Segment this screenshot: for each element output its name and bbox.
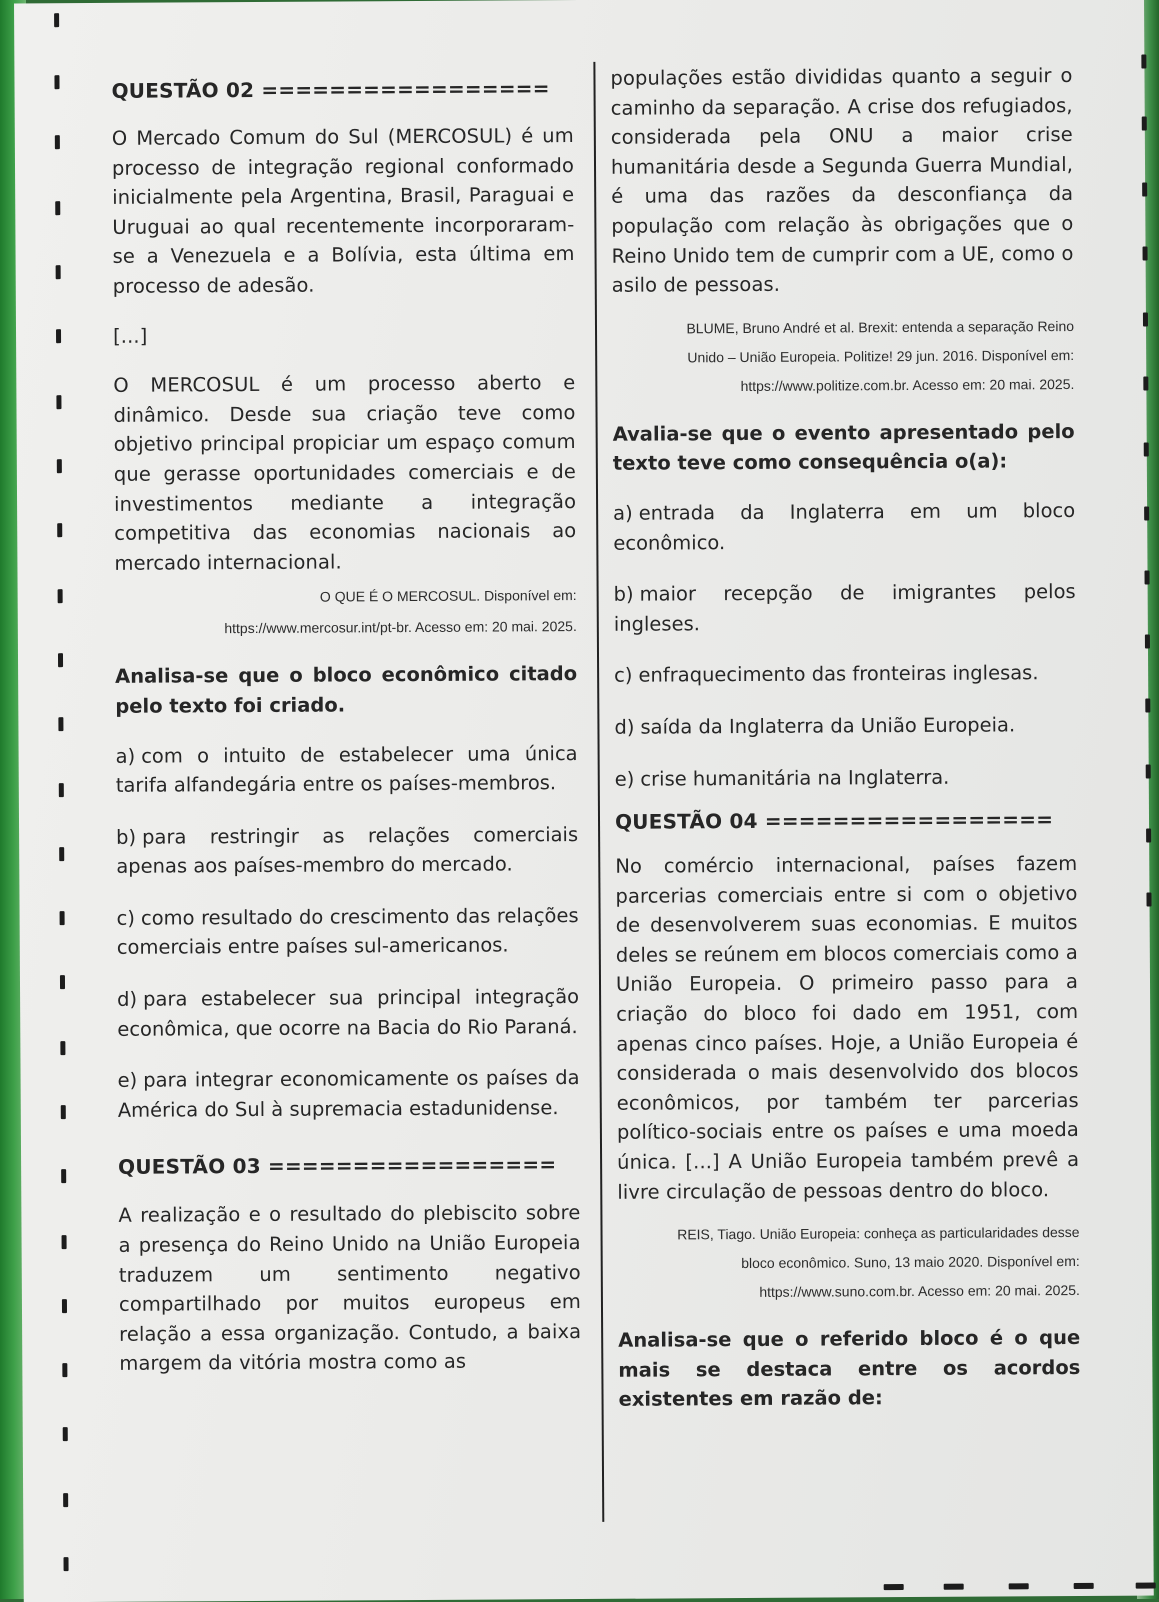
question-04-stem: Analisa-se que o referido bloco é o que mais se destaca entre os acordos existentes em razão de: [618,1326,1081,1412]
question-04-heading: QUESTÃO 04 ================= [614,807,1054,834]
question-03-text-start: A realização e o resultado do plebiscito sobre a presença do Reino Unido na União Europeia traduzem um sentimento negativo compartilhado por muitos europeus em relação a essa organização. Contudo, a baixa margem da vitória mostra como as [118,1201,582,1376]
question-02-text-paragraph-2: O MERCOSUL é um processo aberto e dinâmico. Desde sua criação teve como objetivo principal propiciar um espaço comum que gerasse oportunidades comerciais e de investimentos mediante a integração competitiva das economias nacionais ao mercado internacional. [113,371,577,575]
question-02-option-a[interactable]: a) com o intuito de estabelecer uma única tarifa alfandegária entre os países-membros. [115,741,578,797]
question-04-citation-line-3: https://www.suno.com.br. Acesso em: 20 mai. 2025. [759,1282,1080,1301]
question-02-option-c[interactable]: c) como resultado do crescimento das relações comerciais entre países sul-americanos. [116,903,579,960]
question-04-citation-line-2: bloco econômico. Suno, 13 maio 2020. Disponível em: [741,1253,1080,1272]
question-03-text-end: populações estão divididas quanto a seguir o caminho da separação. A crise dos refugiados, considerada pela ONU a maior crise humanitária desde a Segunda Guerra Mundial, é uma das razões da desconfiança da população com relação às obrigações que o Reino Unido tem de cumprir com a UE, como o asilo de pessoas. [610,63,1074,297]
question-03-heading: QUESTÃO 03 ================= [118,1152,557,1180]
question-04-citation-line-1: REIS, Tiago. União Europeia: conheça as particularidades desse [677,1224,1080,1243]
left-column [111,64,581,1379]
question-03-option-e[interactable]: e) crise humanitária na Inglaterra. [614,765,950,791]
column-divider [593,62,603,1522]
right-column [610,61,1080,1415]
question-02-option-d[interactable]: d) para estabelecer sua principal integração econômica, que ocorre na Bacia do Rio Paraná. [117,985,580,1041]
question-03-citation-line-1: BLUME, Bruno André et al. Brexit: entenda a separação Reino [686,317,1075,337]
question-03-option-c[interactable]: c) enfraquecimento das fronteiras inglesas. [614,661,1039,688]
question-03-option-b[interactable]: b) maior recepção de imigrantes pelos ingleses. [613,580,1076,636]
question-03-citation-line-2: Unido – União Europeia. Politize! 29 jun. 2016. Disponível em: [687,346,1075,366]
question-03-stem: Avalia-se que o evento apresentado pelo texto teve como consequência o(a): [612,419,1075,476]
question-02-citation-line-1: O QUE É O MERCOSUL. Disponível em: [319,587,577,605]
question-04-text: No comércio internacional, países fazem parcerias comerciais entre si com o objetivo de desenvolverem suas economias. E muitos deles se reúnem em blocos comerciais como a União Europeia. O primeiro passo para a criação do bloco foi dado em 1951, com apenas cinco países. Hoje, a União Europeia é considerada o mais desenvolvido dos blocos econômicos, por também ter parcerias político-sociais entre os países e uma moeda única. [...] A União Europeia também prevê a livre circulação de pessoas dentro do bloco. [615,852,1080,1204]
question-02-option-e[interactable]: e) para integrar economicamente os países da América do Sul à supremacia estadunidense. [117,1066,580,1122]
question-02-stem: Analisa-se que o bloco econômico citado pelo texto foi criado. [115,662,578,718]
question-02-option-b[interactable]: b) para restringir as relações comerciais apenas aos países-membro do mercado. [116,822,579,879]
binder-holes-left [14,0,1144,3]
question-02-heading: QUESTÃO 02 ================= [111,76,550,103]
binder-holes-right [14,0,1144,3]
question-02-citation-line-2: https://www.mercosur.int/pt-br. Acesso em: 20 mai. 2025. [224,618,577,637]
question-02-text-paragraph-1: O Mercado Comum do Sul (MERCOSUL) é um processo de integração regional conformado inicialmente pela Argentina, Brasil, Paraguai e Uruguai ao qual recentemente incorporaram-se a Venezuela e a Bolívia, esta última em processo de adesão. [111,124,575,298]
binder-holes-bottom [14,0,1144,3]
question-03-option-a[interactable]: a) entrada da Inglaterra em um bloco econômico. [613,498,1076,555]
question-03-option-d[interactable]: d) saída da Inglaterra da União Europeia. [614,713,1016,739]
question-03-citation-line-3: https://www.politize.com.br. Acesso em: 20 mai. 2025. [740,375,1075,394]
question-02-ellipsis: [...] [112,324,148,348]
exam-page [14,0,1154,1602]
